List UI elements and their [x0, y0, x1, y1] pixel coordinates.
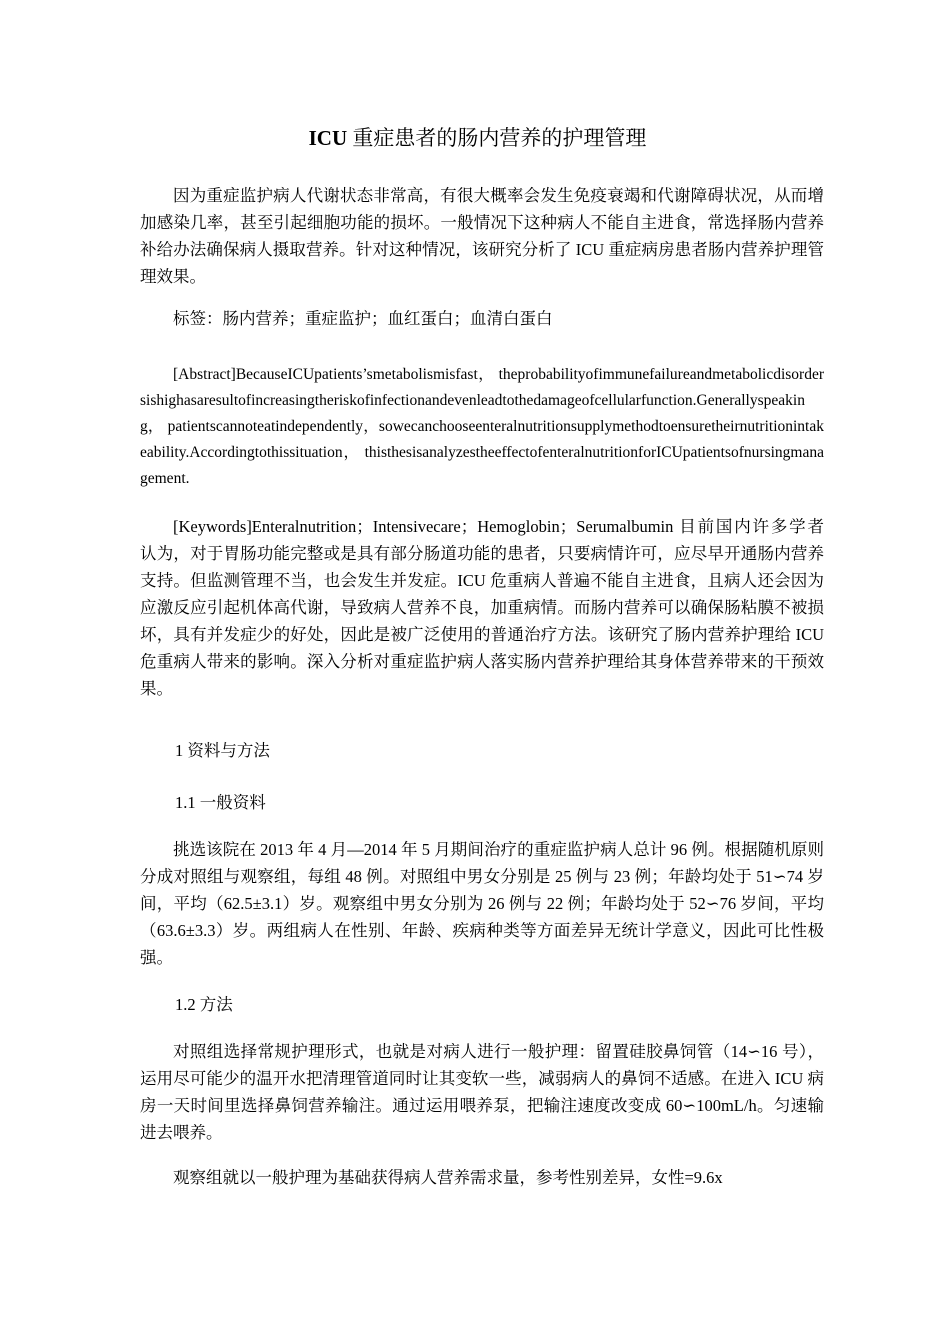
- abstract-paragraph: [Abstract]BecauseICUpatients’smetabolismisfast， theprobabilityofimmunefailureandmetabolicdisordersishighasaresultofincreasingtheriskofinfectionandevenleadtothedamageofcellularfunction.Generallyspeaking， patientscannoteatindependently，sowecanchooseenteralnutritionsupplymethodtoensuretheirnutritionintakeability.Accordingtothissituation， thisthesisanalyzestheeffectofenteralnutritionforICUpatientsofnursingmanagement.: [140, 366, 824, 487]
- document-title: [140, 124, 815, 152]
- section-1-1-paragraph: 挑选该院在 2013 年 4 月—2014 年 5 月期间治疗的重症监护病人总计 96 例。根据随机原则分成对照组与观察组，每组 48 例。对照组中男女分别是 25 例与 23 例；年龄均处于 51∽74 岁间，平均（62.5±3.1）岁。观察组中男女分别为 26 例与 22 例；年龄均处于 52∽76 岁间，平均（63.6±3.3）岁。两组病人在性别、年龄、疾病种类等方面差异无统计学意义，因此可比性极强。: [140, 840, 824, 967]
- title-text: 重症患者的肠内营养的护理管理: [347, 126, 647, 150]
- section-1-2-paragraph: 对照组选择常规护理形式，也就是对病人进行一般护理：留置硅胶鼻饲管（14∽16 号），运用尽可能少的温开水把清理管道同时让其变软一些，减弱病人的鼻饲不适感。在进入 ICU 病房一天时间里选择鼻饲营养输注。通过运用喂养泵，把输注速度改变成 60∽100mL/h。匀速输进去喂养。: [140, 1042, 824, 1142]
- section-1-2-heading: 1.2 方法: [175, 995, 233, 1014]
- intro-paragraph: 因为重症监护病人代谢状态非常高，有很大概率会发生免疫衰竭和代谢障碍状况，从而增加感染几率，甚至引起细胞功能的损坏。一般情况下这种病人不能自主进食，常选择肠内营养补给办法确保病人摄取营养。针对这种情况，该研究分析了 ICU 重症病房患者肠内营养护理管理效果。: [140, 186, 824, 286]
- tags-paragraph: 标签：肠内营养；重症监护；血红蛋白；血清白蛋白: [173, 309, 553, 328]
- keywords-paragraph: [Keywords]Enteralnutrition；Intensivecare；Hemoglobin；Serumalbumin 目前国内许多学者认为，对于胃肠功能完整或是具有部分肠道功能的患者，只要病情许可，应尽早开通肠内营养支持。但监测管理不当，也会发生并发症。ICU 危重病人普遍不能自主进食，且病人还会因为应激反应引起机体高代谢，导致病人营养不良，加重病情。而肠内营养可以确保肠粘膜不被损坏，具有并发症少的好处，因此是被广泛使用的普通治疗方法。该研究了肠内营养护理给 ICU 危重病人带来的影响。深入分析对重症监护病人落实肠内营养护理给其身体营养带来的干预效果。: [140, 517, 824, 698]
- observation-paragraph: 观察组就以一般护理为基础获得病人营养需求量，参考性别差异，女性=9.6x: [173, 1168, 723, 1187]
- title-bold-part: ICU: [308, 126, 348, 150]
- section-1-heading: 1 资料与方法: [175, 741, 270, 760]
- section-1-1-heading: 1.1 一般资料: [175, 793, 266, 812]
